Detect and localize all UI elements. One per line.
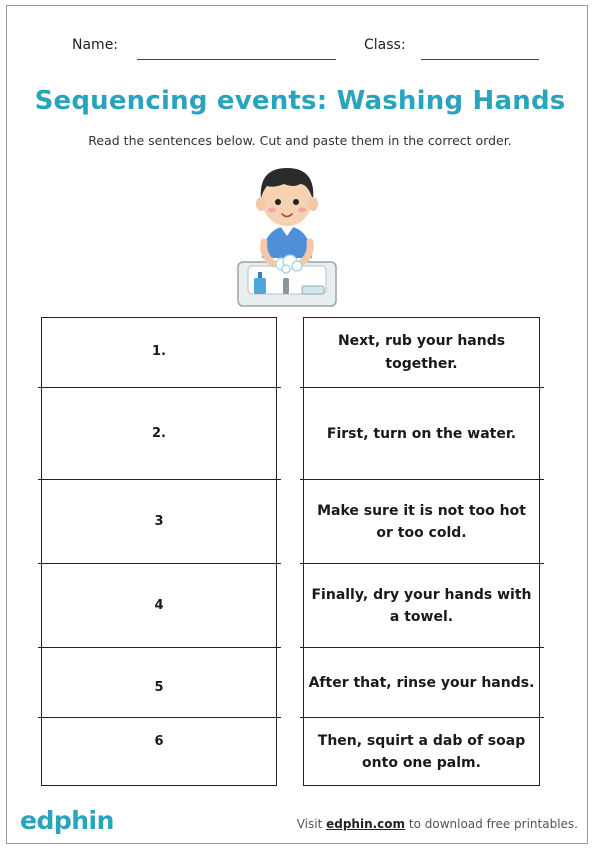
- step-number: 5: [154, 679, 164, 695]
- sentence-strip[interactable]: Finally, dry your hands with a towel.: [311, 586, 532, 625]
- footer-suffix: to download free printables.: [408, 817, 578, 831]
- step-number: 3: [154, 513, 164, 529]
- step-number: 4: [154, 597, 164, 613]
- sentence-strip[interactable]: After that, rinse your hands.: [308, 674, 535, 691]
- step-number: 2.: [152, 425, 166, 441]
- sentence-strip[interactable]: Make sure it is not too hot or too cold.: [317, 502, 526, 541]
- sentence-strip[interactable]: Then, squirt a dab of soap onto one palm.: [317, 732, 526, 771]
- instructions: Read the sentences below. Cut and paste them in the correct order.: [88, 133, 512, 148]
- boy-washing-hands-illustration: [234, 158, 340, 310]
- class-field[interactable]: [421, 59, 539, 60]
- step-number: 6: [154, 733, 164, 749]
- footer-note: [297, 817, 578, 831]
- footer-visit: Visit: [296, 817, 323, 831]
- name-label: Name:: [72, 37, 119, 53]
- class-label: Class:: [364, 37, 406, 53]
- step-number: 1.: [152, 344, 166, 360]
- edphin-link[interactable]: edphin.com: [326, 817, 406, 831]
- sentence-strip[interactable]: Next, rub your hands together.: [337, 333, 506, 372]
- name-field[interactable]: [137, 59, 336, 60]
- edphin-logo: edphin: [20, 806, 114, 835]
- sentence-strip[interactable]: First, turn on the water.: [326, 425, 517, 442]
- page-title: Sequencing events: Washing Hands: [34, 86, 566, 116]
